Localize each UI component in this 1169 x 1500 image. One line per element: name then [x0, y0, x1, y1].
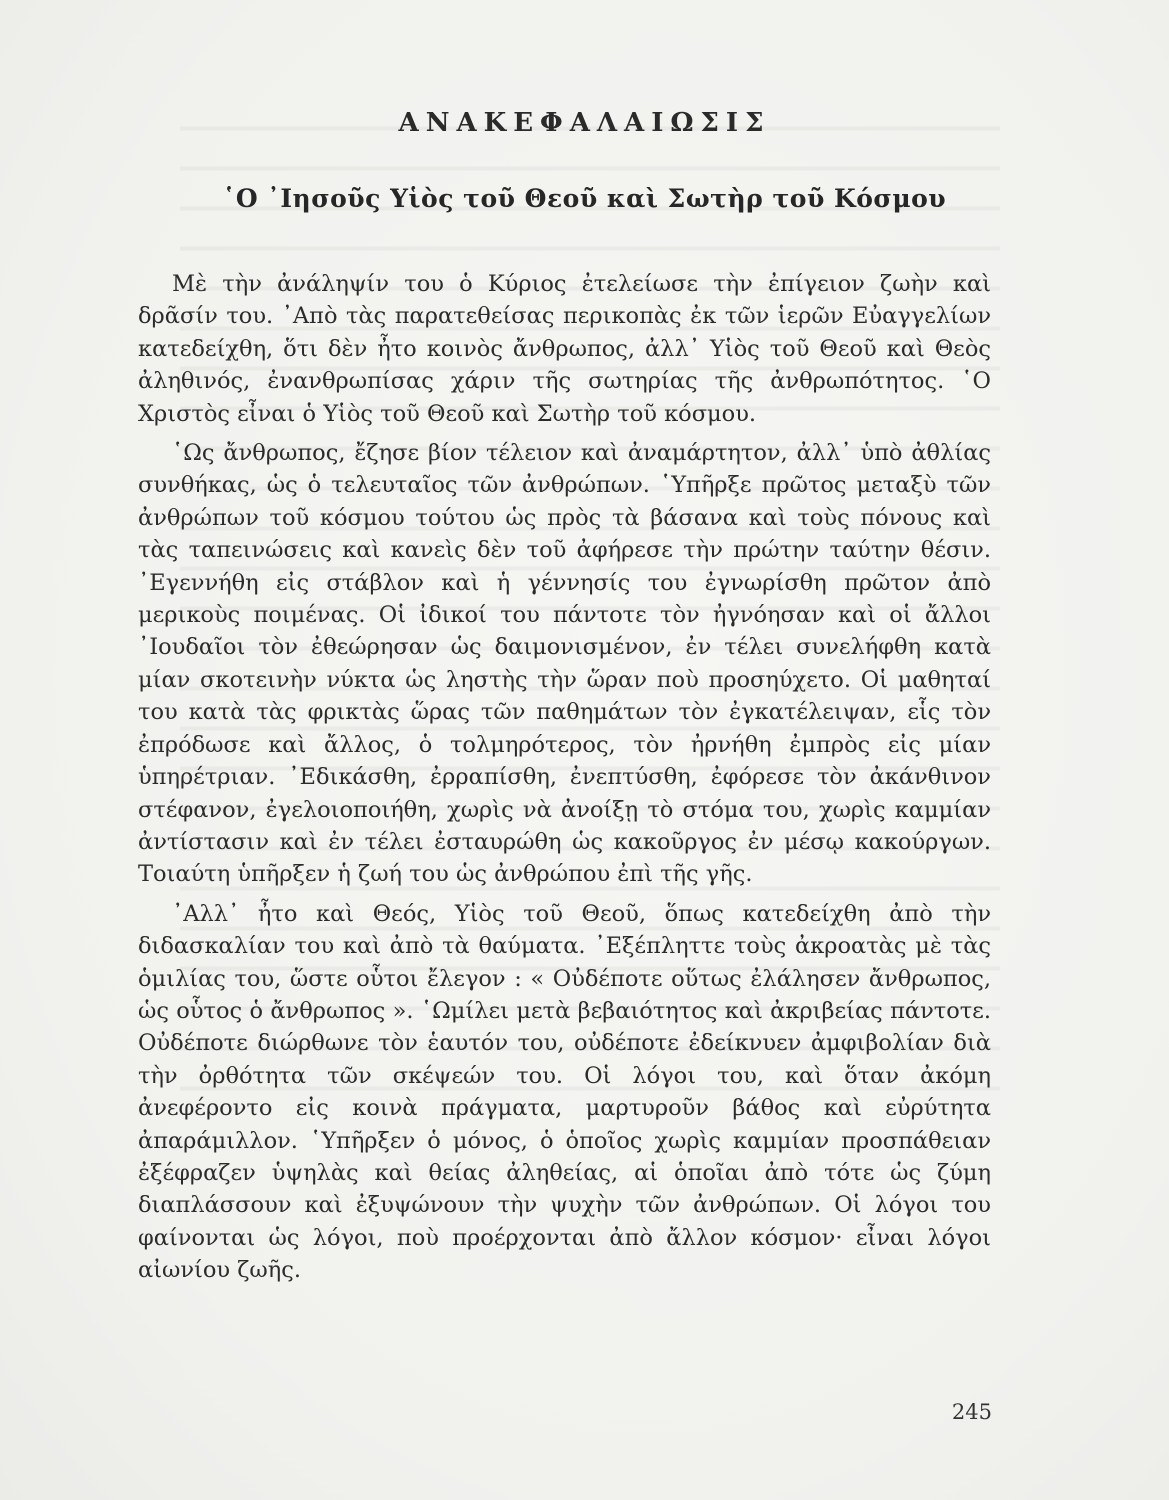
section-subtitle: ῾Ο ᾿Ιησοῦς Υἱὸς τοῦ Θεοῦ καὶ Σωτὴρ τοῦ Κόσμου	[222, 184, 947, 213]
paragraph: ᾿Αλλ᾿ ἦτο καὶ Θεός, Υἱὸς τοῦ Θεοῦ, ὅπως κατεδείχθη ἀπὸ τὴν διδασκαλίαν του καὶ ἀπὸ τὰ θαύματα. ᾿Εξέπληττε τοὺς ἀκροατὰς μὲ τὰς ὁμιλίας του, ὥστε οὗτοι ἔλεγον : « Οὐδέποτε οὕτως ἐλάλησεν ἄνθρωπος, ὡς οὗτος ὁ ἄνθρωπος ». ῾Ωμίλει μετὰ βεβαιότητος καὶ ἀκριβείας πάντοτε. Οὐδέποτε διώρθωνε τὸν ἑαυτόν του, οὐδέποτε ἐδείκνυεν ἀμφιβολίαν διὰ τὴν ὀρθότητα τῶν σκέψεών του. Οἱ λόγοι του, καὶ ὅταν ἀκόμη ἀνεφέροντο εἰς κοινὰ πράγματα, μαρτυροῦν βάθος καὶ εὐρύτητα ἀπαράμιλλον. ῾Υπῆρξεν ὁ μόνος, ὁ ὁποῖος χωρὶς καμμίαν προσπάθειαν ἐξέφραζεν ὑψηλὰς καὶ θείας ἀληθείας, αἱ ὁποῖαι ἀπὸ τότε ὡς ζύμη διαπλάσσουν καὶ ἐξυψώνουν τὴν ψυχὴν τῶν ἀνθρώπων. Οἱ λόγοι του φαίνονται ὡς λόγοι, ποὺ προέρχονται ἀπὸ ἄλλον κόσμον· εἶναι λόγοι αἰωνίου ζωῆς.	[138, 900, 991, 1284]
page-number: 245	[951, 1400, 992, 1424]
chapter-title: ΑΝΑΚΕΦΑΛΑΙΩΣΙΣ	[398, 108, 771, 138]
paragraph: Μὲ τὴν ἀνάληψίν του ὁ Κύριος ἐτελείωσε τὴν ἐπίγειον ζωὴν καὶ δρᾶσίν του. ᾿Απὸ τὰς παρατεθείσας περικοπὰς ἐκ τῶν ἱερῶν Εὐαγγελίων κατεδείχθη, ὅτι δὲν ἦτο κοινὸς ἄνθρωπος, ἀλλ᾿ Υἱὸς τοῦ Θεοῦ καὶ Θεὸς ἀληθινός, ἐνανθρωπίσας χάριν τῆς σωτηρίας τῆς ἀνθρωπότητος. ῾Ο Χριστὸς εἶναι ὁ Υἱὸς τοῦ Θεοῦ καὶ Σωτὴρ τοῦ κόσμου.	[138, 271, 991, 427]
paragraph: ῾Ως ἄνθρωπος, ἔζησε βίον τέλειον καὶ ἀναμάρτητον, ἀλλ᾿ ὑπὸ ἀθλίας συνθήκας, ὡς ὁ τελευταῖος τῶν ἀνθρώπων. ῾Υπῆρξε πρῶτος μεταξὺ τῶν ἀνθρώπων τοῦ κόσμου τούτου ὡς πρὸς τὰ βάσανα καὶ τοὺς πόνους καὶ τὰς ταπεινώσεις καὶ κανεὶς δὲν τοῦ ἀφήρεσε τὴν πρώτην ταύτην θέσιν. ᾿Εγεννήθη εἰς στάβλον καὶ ἡ γέννησίς του ἐγνωρίσθη πρῶτον ἀπὸ μερικοὺς ποιμένας. Οἱ ἰδικοί του πάντοτε τὸν ἠγνόησαν καὶ οἱ ἄλλοι ᾿Ιουδαῖοι τὸν ἐθεώρησαν ὡς δαιμονισμένον, ἐν τέλει συνελήφθη κατὰ μίαν σκοτεινὴν νύκτα ὡς ληστὴς τὴν ὥραν ποὺ προσηύχετο. Οἱ μαθηταί του κατὰ τὰς φρικτὰς ὥρας τῶν παθημάτων τὸν ἐγκατέλειψαν, εἷς τὸν ἐπρόδωσε καὶ ἄλλος, ὁ τολμηρότερος, τὸν ἠρνήθη ἐμπρὸς εἰς μίαν ὑπηρέτριαν. ᾿Εδικάσθη, ἐρραπίσθη, ἐνεπτύσθη, ἐφόρεσε τὸν ἀκάνθινον στέφανον, ἐγελοιοποιήθη, χωρὶς νὰ ἀνοίξῃ τὸ στόμα του, χωρὶς καμμίαν ἀντίστασιν καὶ ἐν τέλει ἐσταυρώθη ὡς κακοῦργος ἐν μέσῳ κακούργων. Τοιαύτη ὑπῆρξεν ἡ ζωή του ὡς ἀνθρώπου ἐπὶ τῆς γῆς.	[138, 440, 991, 888]
body-text	[138, 268, 991, 1294]
